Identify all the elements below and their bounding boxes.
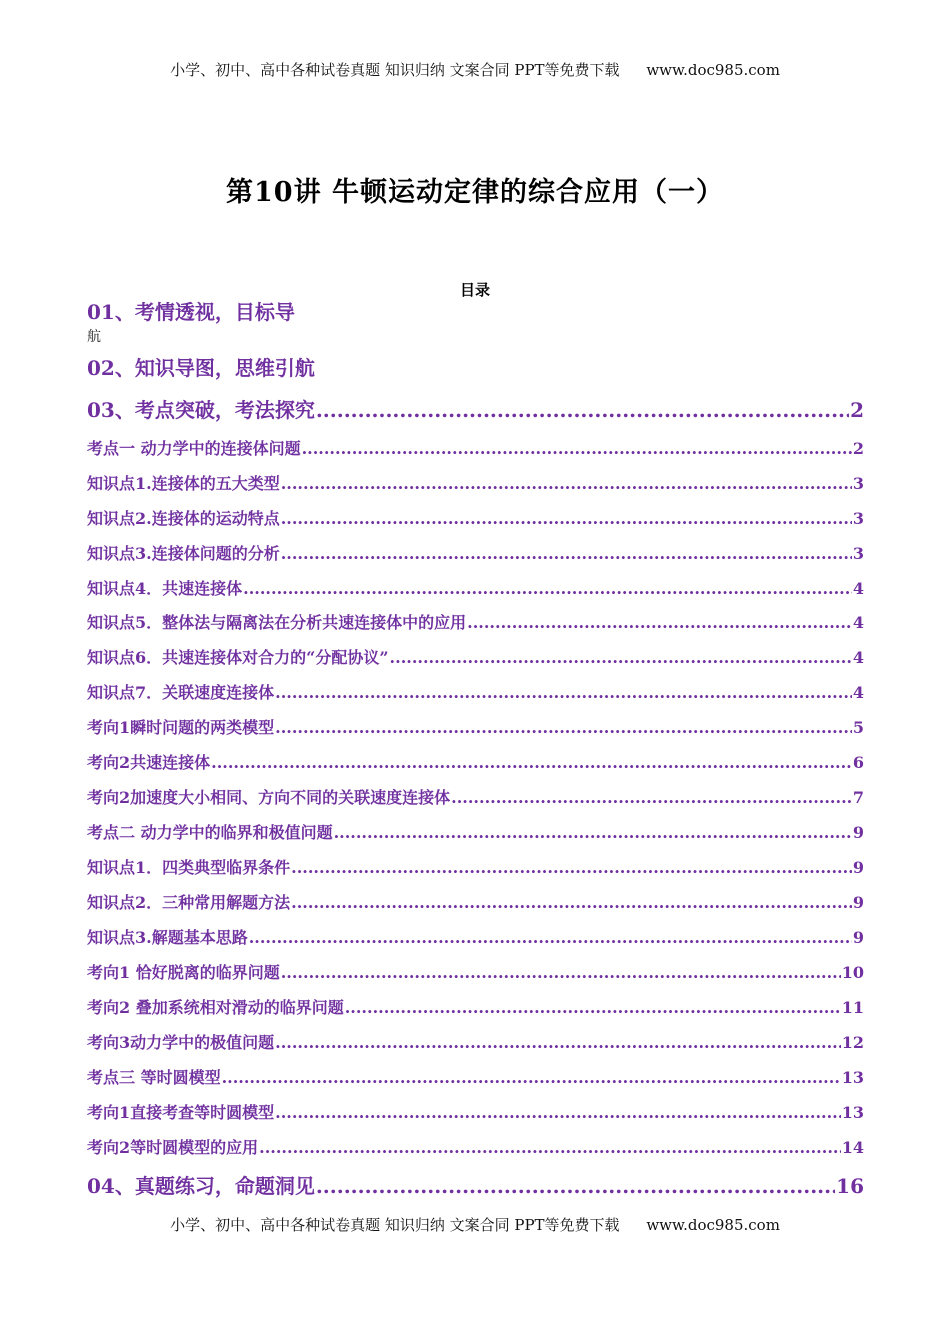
toc-row-label: 知识点4．共速连接体: [87, 579, 243, 598]
toc-row-label: 考向2加速度大小相同、方向不同的关联速度连接体: [87, 788, 451, 807]
leader-dots: [259, 1138, 841, 1157]
leader-dots: [291, 893, 852, 912]
footer-text: 小学、初中、高中各种试卷真题 知识归纳 文案合同 PPT等免费下载: [170, 1216, 620, 1234]
toc-row-label: 知识点6．共速连接体对合力的“分配协议”: [87, 648, 389, 667]
leader-dots: [275, 683, 852, 702]
toc-row-page: 4: [852, 579, 864, 598]
toc-row-page: 9: [852, 858, 864, 877]
toc-row-label: 知识点2.连接体的运动特点: [87, 509, 280, 528]
toc-row[interactable]: [87, 471, 864, 494]
toc-row-label: 考向1直接考查等时圆模型: [87, 1103, 275, 1122]
toc-row[interactable]: [87, 925, 864, 948]
toc-row[interactable]: [87, 715, 864, 738]
leader-dots: [222, 1068, 841, 1087]
leader-dots: [334, 823, 852, 842]
toc-row[interactable]: [87, 1170, 864, 1199]
page-header: [0, 59, 950, 80]
toc-row-label: 考向1瞬时问题的两类模型: [87, 718, 275, 737]
toc-row[interactable]: [87, 820, 864, 843]
toc-entry-02[interactable]: 02、知识导图，思维引航: [87, 356, 315, 380]
toc-row-page: 2: [850, 398, 864, 422]
toc-row-page: 13: [841, 1068, 864, 1087]
toc-row-label: 考点二 动力学中的临界和极值问题: [87, 823, 333, 842]
toc-row-label: 考向3动力学中的极值问题: [87, 1033, 275, 1052]
toc-row-page: 12: [841, 1033, 864, 1052]
toc-row-label: 考点三 等时圆模型: [87, 1068, 221, 1087]
toc-row-page: 9: [852, 823, 864, 842]
toc-row-label: 考向1 恰好脱离的临界问题: [87, 963, 280, 982]
toc-row-page: 3: [852, 544, 864, 563]
leader-dots: [281, 963, 841, 982]
toc-row-page: 6: [852, 753, 864, 772]
toc-row-page: 5: [852, 718, 864, 737]
toc-row[interactable]: [87, 855, 864, 878]
toc-entry-01[interactable]: 01、考情透视，目标导: [87, 300, 295, 324]
toc-row[interactable]: [87, 995, 864, 1018]
toc-row[interactable]: [87, 1100, 864, 1123]
toc-row-label: 知识点1.连接体的五大类型: [87, 474, 280, 493]
toc-row-label: 04、真题练习，命题洞见: [87, 1174, 315, 1198]
leader-dots: [211, 753, 852, 772]
leader-dots: [316, 398, 849, 422]
leader-dots: [281, 509, 852, 528]
toc-row[interactable]: [87, 1135, 864, 1158]
leader-dots: [316, 1174, 835, 1198]
toc-row-page: 4: [852, 648, 864, 667]
header-url[interactable]: www.doc985.com: [646, 61, 780, 79]
leader-dots: [281, 544, 852, 563]
toc-row-page: 11: [841, 998, 864, 1017]
toc-row-label: 考点一 动力学中的连接体问题: [87, 439, 301, 458]
toc-row-page: 4: [852, 683, 864, 702]
toc-row-label: 考向2 叠加系统相对滑动的临界问题: [87, 998, 344, 1017]
toc-row-label: 知识点5．整体法与隔离法在分析共速连接体中的应用: [87, 613, 467, 632]
toc-row[interactable]: [87, 750, 864, 773]
leader-dots: [291, 858, 852, 877]
toc-row-label: 考向2等时圆模型的应用: [87, 1138, 259, 1157]
document-title: 第10讲 牛顿运动定律的综合应用（一）: [226, 177, 724, 208]
toc-row[interactable]: [87, 680, 864, 703]
toc-heading: 目录: [459, 281, 490, 299]
toc-row-label: 03、考点突破，考法探究: [87, 398, 315, 422]
leader-dots: [275, 718, 852, 737]
toc-row[interactable]: [87, 785, 864, 808]
toc-row[interactable]: [87, 890, 864, 913]
toc-row[interactable]: [87, 436, 864, 459]
toc-row[interactable]: [87, 394, 864, 423]
leader-dots: [345, 998, 841, 1017]
toc-row-page: 3: [852, 509, 864, 528]
toc-row-page: 7: [852, 788, 864, 807]
toc-row-label: 知识点3.连接体问题的分析: [87, 544, 280, 563]
toc-row[interactable]: [87, 1065, 864, 1088]
header-text: 小学、初中、高中各种试卷真题 知识归纳 文案合同 PPT等免费下载: [170, 61, 620, 79]
toc-row-page: 2: [852, 439, 864, 458]
leader-dots: [281, 474, 852, 493]
toc-row[interactable]: [87, 1030, 864, 1053]
leader-dots: [275, 1033, 841, 1052]
toc-row-label: 知识点7．关联速度连接体: [87, 683, 275, 702]
toc-row-label: 知识点3.解题基本思路: [87, 928, 248, 947]
leader-dots: [275, 1103, 841, 1122]
toc-row-page: 4: [852, 613, 864, 632]
toc-row-page: 13: [841, 1103, 864, 1122]
toc-entry-01-wrap: 航: [87, 329, 101, 345]
leader-dots: [302, 439, 852, 458]
leader-dots: [249, 928, 852, 947]
toc-row-page: 9: [852, 893, 864, 912]
toc-row[interactable]: [87, 576, 864, 599]
toc-row-label: 考向2共速连接体: [87, 753, 211, 772]
page-footer: [0, 1214, 950, 1235]
toc-row-label: 知识点1．四类典型临界条件: [87, 858, 291, 877]
leader-dots: [243, 579, 852, 598]
toc-row[interactable]: [87, 541, 864, 564]
toc-row[interactable]: [87, 960, 864, 983]
toc-row[interactable]: [87, 610, 864, 633]
footer-url[interactable]: www.doc985.com: [646, 1216, 780, 1234]
toc-row-page: 10: [841, 963, 864, 982]
toc-row-page: 14: [841, 1138, 864, 1157]
toc-row-page: 16: [836, 1174, 864, 1198]
leader-dots: [467, 613, 852, 632]
leader-dots: [390, 648, 852, 667]
leader-dots: [451, 788, 852, 807]
toc-row-label: 知识点2．三种常用解题方法: [87, 893, 291, 912]
toc-row-page: 9: [852, 928, 864, 947]
toc-row[interactable]: [87, 645, 864, 668]
toc-row[interactable]: [87, 506, 864, 529]
toc-row-page: 3: [852, 474, 864, 493]
